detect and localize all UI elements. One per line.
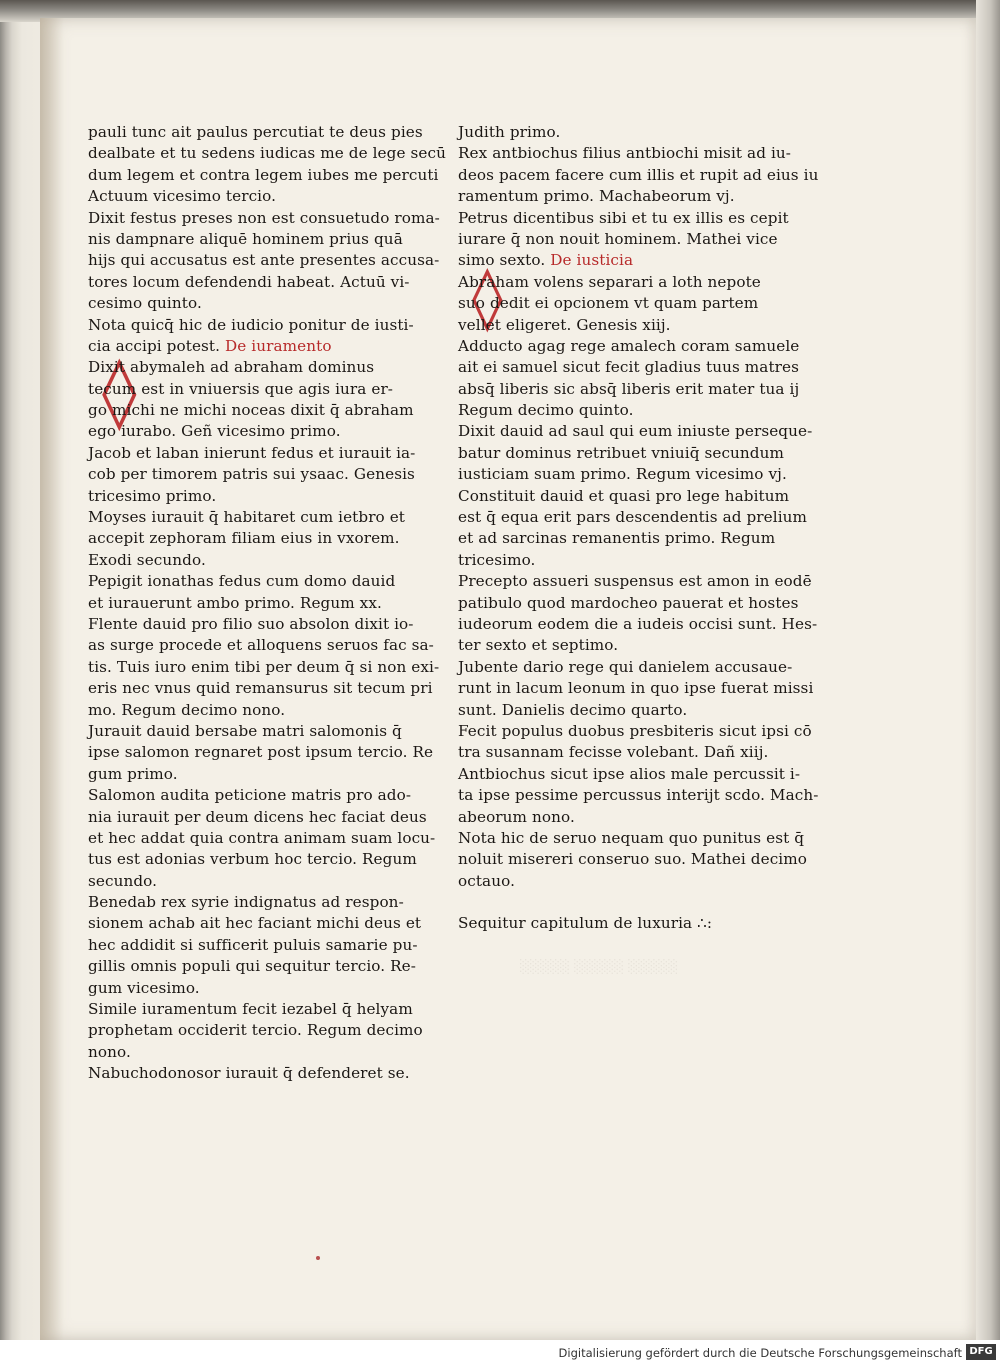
text-line: dum legem et contra legem iubes me percuti [88, 165, 439, 184]
text-line: ramentum primo. Machabeorum vj. [458, 187, 735, 206]
text-line: octauo. [458, 871, 515, 890]
text-line: Flente dauid pro filio suo absolon dixit io- [88, 614, 414, 633]
text-line: abeorum nono. [458, 807, 575, 826]
text-line: Nota quicq̄ hic de iudicio ponitur de iusti- [88, 315, 414, 334]
text-line: et hec addat quia contra animam suam locu- [88, 828, 436, 847]
text-line: Rex antbiochus filius antbiochi misit ad iu- [458, 144, 792, 163]
text-line: nia iurauit per deum dicens hec faciat deus [88, 807, 427, 826]
text-line: Exodi secundo. [88, 550, 206, 569]
text-line: pauli tunc ait paulus percutiat te deus pies [88, 123, 423, 141]
text-line: et ad sarcinas remanentis primo. Regum [458, 529, 776, 548]
text-line: ipse salomon regnaret post ipsum tercio. Re [88, 743, 434, 762]
text-line: cesimo quinto. [88, 294, 202, 313]
text-line: as surge procede et alloquens seruos fac sa- [88, 636, 434, 655]
text-line: runt in lacum leonum in quo ipse fuerat missi [458, 679, 814, 698]
text-line: nis dampnare aliquē hominem prius quā [88, 229, 403, 248]
text-line: Abraham volens separari a loth nepote [458, 272, 761, 291]
text-line: iudeorum eodem die a iudeis occisi sunt. Hes- [458, 614, 818, 633]
text-line: Dixit dauid ad saul qui eum iniuste perseque- [458, 422, 813, 441]
text-line: Simile iuramentum fecit iezabel q̄ helyam [88, 1000, 413, 1019]
text-line: gum primo. [88, 764, 178, 783]
text-line: sionem achab ait hec faciant michi deus et [88, 914, 422, 933]
text-line: Petrus dicentibus sibi et tu ex illis es cepit [458, 208, 789, 227]
text-line: Salomon audita peticione matris pro ado- [88, 786, 412, 805]
text-line: tricesimo. [458, 550, 536, 569]
text-line: accepit zephoram filiam eius in vxorem. [88, 529, 400, 548]
text-line: cob per timorem patris sui ysaac. Genesis [88, 465, 415, 484]
text-line: Fecit populus duobus presbiteris sicut ipsi cō [458, 721, 812, 740]
text-line: hijs qui accusatus est ante presentes accusa- [88, 251, 440, 270]
text-line: Regum decimo quinto. [458, 401, 634, 420]
text-line: Jubente dario rege qui danielem accusaue- [458, 657, 793, 676]
text-line: secundo. [88, 871, 158, 890]
right-text-column [458, 122, 819, 935]
text-line: Sequitur capitulum de luxuria ∴: [458, 914, 713, 933]
gutter-stain [40, 18, 64, 1340]
text-line: patibulo quod mardocheo pauerat et hostes [458, 593, 799, 612]
text-line: tis. Tuis iuro enim tibi per deum q̄ si non exi- [88, 657, 440, 676]
text-line: cia accipi potest. De iuramento [88, 336, 332, 355]
text-line: eris nec vnus quid remansurus sit tecum pri [88, 679, 433, 698]
text-line: iusticiam suam primo. Regum vicesimo vj. [458, 465, 787, 484]
text-line: Pepigit ionathas fedus cum domo dauid [88, 572, 396, 591]
text-line: tores locum defendendi habeat. Actuū vi- [88, 272, 410, 291]
text-line: tra susannam fecisse volebant. Dañ xiij. [458, 743, 769, 762]
text-line: Antbiochus sicut ipse alios male percussit i- [458, 764, 801, 783]
rubric-heading: De iusticia [550, 251, 634, 270]
text-line: absq̄ liberis sic absq̄ liberis erit mater tua ij [458, 379, 800, 398]
text-line: ter sexto et septimo. [458, 636, 619, 655]
text-line: Constituit dauid et quasi pro lege habitum [458, 486, 790, 505]
footer-credit: Digitalisierung gefördert durch die Deutsche Forschungsgemeinschaft [558, 1346, 962, 1360]
text-line: noluit misereri conseruo suo. Mathei decimo [458, 850, 807, 869]
text-line: et iurauerunt ambo primo. Regum xx. [88, 593, 382, 612]
text-line: Jurauit dauid bersabe matri salomonis q̄ [88, 721, 402, 740]
text-line: suo dedit ei opcionem vt quam partem [458, 294, 759, 313]
text-line: ta ipse pessime percussus interijt scdo. Mach- [458, 786, 819, 805]
text-line: iurare q̄ non nouit hominem. Mathei vice [458, 229, 778, 248]
red-initial-flourish: ◊ [102, 350, 137, 432]
left-text-column [88, 122, 446, 1085]
text-line: sunt. Danielis decimo quarto. [458, 700, 688, 719]
text-line: Moyses iurauit q̄ habitaret cum ietbro et [88, 508, 406, 527]
text-line: Dixit festus preses non est consuetudo roma- [88, 208, 440, 227]
text-line [458, 892, 776, 913]
text-line: nono. [88, 1042, 131, 1061]
text-line: Nota hic de seruo nequam quo punitus est q̄ [458, 828, 805, 847]
text-line: tus est adonias verbum hoc tercio. Regum [88, 850, 417, 869]
text-line: batur dominus retribuet vniuiq̄ secundum [458, 443, 785, 462]
text-line: hec addidit si sufficerit puluis samarie pu- [88, 935, 418, 954]
text-line: tecum est in vniuersis que agis iura er- [88, 379, 394, 398]
rubric-heading: De iuramento [225, 336, 332, 355]
ink-spot [316, 1256, 320, 1260]
text-line: vellet eligeret. Genesis xiij. [458, 315, 671, 334]
text-line: dealbate et tu sedens iudicas me de lege secū [88, 144, 446, 163]
text-line: Actuum vicesimo tercio. [88, 187, 277, 206]
text-line: gillis omnis populi qui sequitur tercio. Re- [88, 957, 416, 976]
text-line: Jacob et laban inierunt fedus et iurauit ia- [88, 443, 416, 462]
text-line: Precepto assueri suspensus est amon in eodē [458, 572, 812, 591]
text-line: prophetam occiderit tercio. Regum decimo [88, 1021, 423, 1040]
text-line: Dixit abymaleh ad abraham dominus [88, 358, 375, 377]
text-line: gum vicesimo. [88, 978, 200, 997]
text-line: mo. Regum decimo nono. [88, 700, 286, 719]
text-line: est q̄ equa erit pars descendentis ad prelium [458, 508, 808, 527]
text-line: go michi ne michi noceas dixit q̄ abraham [88, 401, 414, 420]
text-line: Nabuchodonosor iurauit q̄ defenderet se. [88, 1064, 410, 1083]
text-line: Judith primo. [458, 123, 561, 141]
dfg-logo: DFG [966, 1344, 996, 1360]
book-right-edge [976, 0, 1000, 1340]
text-line: Benedab rex syrie indignatus ad respon- [88, 893, 404, 912]
text-line: simo sexto. De iusticia [458, 251, 634, 270]
text-line: tricesimo primo. [88, 486, 217, 505]
text-line: ego iurabo. Geñ vicesimo primo. [88, 422, 341, 441]
bleed-through-text: ░░░░░ ░░░░░ ░░░░░ [520, 960, 679, 975]
text-line: Adducto agag rege amalech coram samuele [458, 336, 800, 355]
red-initial-flourish-right: ◊ [472, 260, 503, 333]
text-line: deos pacem facere cum illis et rupit ad eius iu [458, 165, 819, 184]
text-line: ait ei samuel sicut fecit gladius tuus matres [458, 358, 799, 377]
